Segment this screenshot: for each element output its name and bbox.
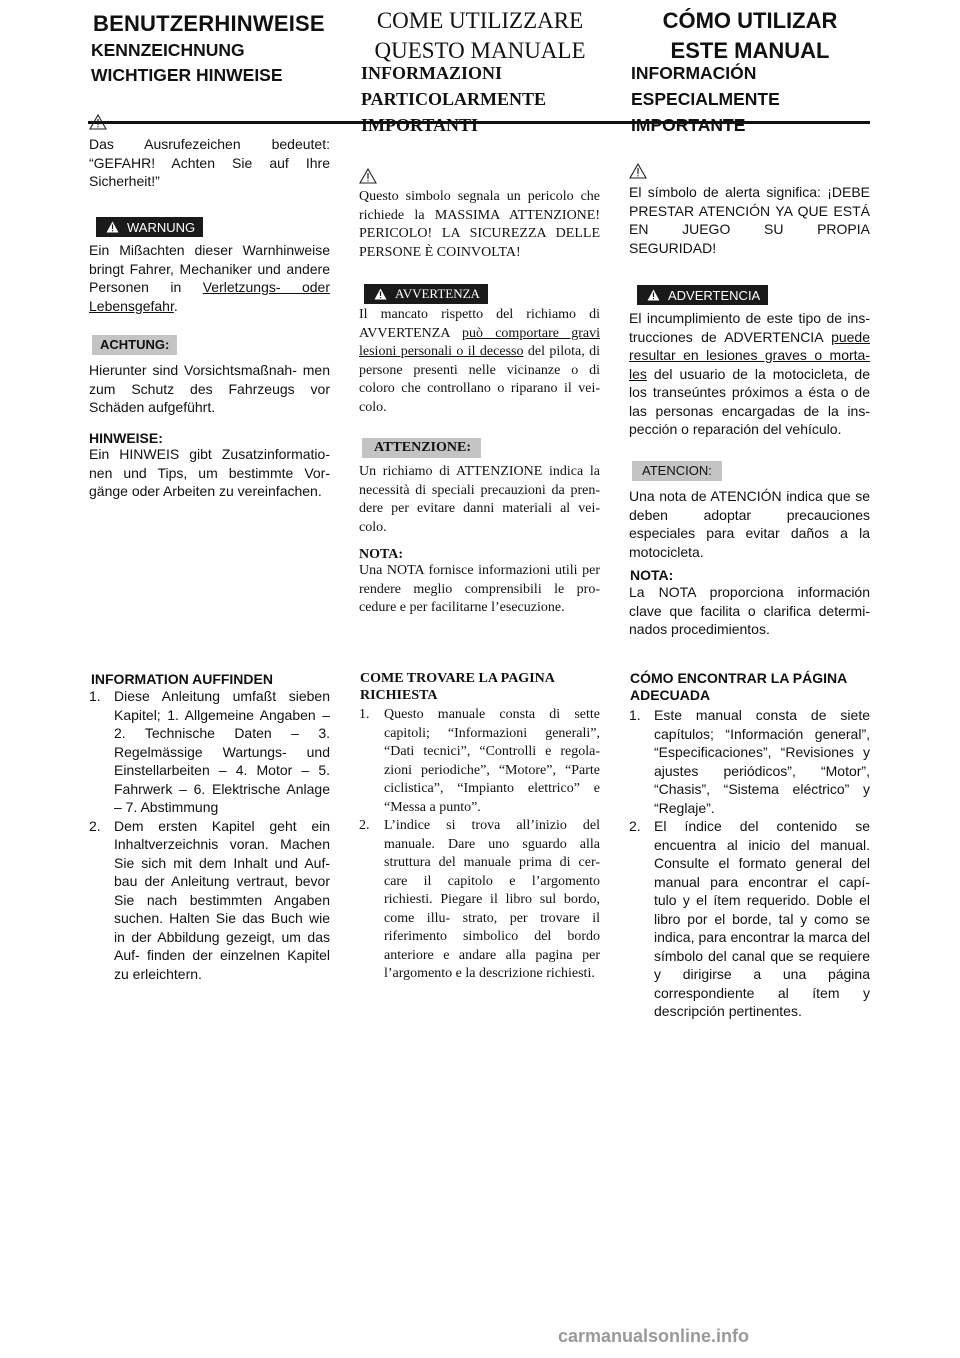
spanish-alert-text: El símbolo de alerta significa: ¡DEBE PRESTAR ATENCIÓN YA QUE ESTÁ EN JUEGO SU PROPIA SEGURIDAD! bbox=[629, 184, 870, 256]
italian-alert-text: Questo simbolo segnala un pericolo che richiede la MASSIMA ATTENZIONE! PERICOLO! LA SICUREZZA DELLE PERSONE È COINVOLTA! bbox=[359, 189, 600, 260]
list-item bbox=[89, 817, 330, 984]
alert-triangle-icon bbox=[89, 114, 107, 130]
alert-triangle-icon bbox=[359, 168, 377, 184]
italian-note-text: Una NOTA fornisce informazioni utili per rendere meglio comprensibili le pro- cedure e per facilitarne l’esecuzione. bbox=[359, 563, 600, 615]
spanish-note-text: La NOTA proporciona información clave que facilita o clarifica determi- nados procedimientos. bbox=[629, 584, 870, 637]
list-item-text: L’indice si trova all’inizio del manuale. Dare uno sguardo alla struttura del manuale prima di cer- care il capitolo e l’argomento richiesti. Piegare il libro sul bordo, come illu- strato, per trovare il riferimento simbolico del bordo anteriore e andare alla pagina per l’argomento e la descrizione richiesti. bbox=[384, 818, 600, 981]
spanish-warning-badge: ADVERTENCIA bbox=[637, 285, 768, 306]
italian-find-list bbox=[359, 706, 600, 984]
spanish-find-list bbox=[629, 706, 870, 1021]
spanish-warning-text: El incumplimiento de este tipo de ins- trucciones de ADVERTENCIA puede resultar en lesiones graves o morta- les del usuario de la motocicleta, de los transeúntes próximos a ésta o de las personas encargadas de la ins- pección o reparación del vehículo. bbox=[629, 310, 870, 437]
warning-triangle-icon bbox=[106, 221, 119, 233]
italian-warning-text: Il mancato rispetto del richiamo di AVVERTENZA può comportare gravi lesioni personali o il decesso del pilota, di persone presenti nelle vicinanze o di coloro che controllano o riparano il vei- colo. bbox=[359, 307, 600, 415]
list-item-text: Diese Anleitung umfaßt sieben Kapitel; 1. Allgemeine Angaben – 2. Technische Daten – 3. Regelmässige Wartungs- und Einstellarbeiten – 4. Motor – 5. Fahrwerk – 6. Elektrische Anlage – 7. Abstimmung bbox=[114, 688, 330, 815]
german-note-label: HINWEISE: bbox=[89, 430, 163, 446]
spanish-caution-badge: ATENCION: bbox=[632, 461, 722, 481]
german-caution-badge: ACHTUNG: bbox=[92, 335, 177, 355]
list-item bbox=[359, 817, 600, 984]
list-item bbox=[629, 706, 870, 817]
list-item bbox=[629, 817, 870, 1021]
list-item-text: Questo manuale consta di sette capitoli; “Informazioni generali”, “Dati tecnici”, “Controlli e regola- zioni periodiche”, “Motore”, “Parte ciclistica”, “Impianto elettrico” e “Messa a punto”. bbox=[384, 707, 600, 815]
italian-subtitle: INFORMAZIONI PARTICOLARMENTE IMPORTANTI bbox=[361, 63, 547, 135]
list-item-number: 1. bbox=[359, 707, 370, 722]
list-item-number: 1. bbox=[629, 707, 641, 723]
german-find-title: INFORMATION AUFFINDEN bbox=[91, 671, 273, 687]
italian-warning-badge: AVVERTENZA bbox=[364, 284, 488, 305]
list-item bbox=[89, 687, 330, 817]
list-item-number: 1. bbox=[89, 688, 101, 704]
spanish-find-title: CÓMO ENCONTRAR LA PÁGINA ADECUADA bbox=[630, 670, 848, 703]
german-subtitle: KENNZEICHNUNG WICHTIGER HINWEISE bbox=[91, 40, 283, 85]
italian-caution-text: Un richiamo di ATTENZIONE indica la necessità di speciali precauzioni da pren- dere per evitare danni materiali al vei- colo. bbox=[359, 464, 600, 535]
spanish-note-label: NOTA: bbox=[630, 567, 674, 583]
alert-triangle-icon bbox=[629, 163, 647, 179]
warning-triangle-icon bbox=[647, 289, 660, 301]
german-warning-text: Ein Mißachten dieser Warnhinweise bringt Fahrer, Mechaniker und andere Personen in Verletzungs- oder Lebensgefahr. bbox=[89, 242, 331, 314]
spanish-subtitle: INFORMACIÓN ESPECIALMENTE IMPORTANTE bbox=[631, 63, 780, 135]
german-alert-text: Das Ausrufezeichen bedeutet: “GEFAHR! Achten Sie auf Ihre Sicherheit!” bbox=[89, 136, 330, 189]
watermark-text: carmanualsonline.info bbox=[558, 1326, 750, 1346]
italian-note-label: NOTA: bbox=[359, 547, 404, 562]
german-caution-text: Hierunter sind Vorsichtsmaßnah- men zum Schutz des Fahrzeugs vor Schäden aufgeführt. bbox=[89, 362, 330, 415]
list-item-number: 2. bbox=[359, 818, 370, 833]
list-item-text: Este manual consta de siete capítulos; “Información general”, “Especificaciones”, “Revisiones y ajustes periódicos”, “Motor”, “Chasis”, “Sistema eléctrico” y “Reglaje”. bbox=[654, 707, 870, 816]
list-item-number: 2. bbox=[629, 818, 641, 834]
list-item-number: 2. bbox=[89, 817, 101, 834]
german-note-text: Ein HINWEIS gibt Zusatzinformatio- nen und Tips, um bestimmte Vor- gänge oder Arbeiten zu vereinfachen. bbox=[89, 446, 330, 499]
spanish-title: CÓMO UTILIZAR ESTE MANUAL bbox=[662, 8, 838, 63]
list-item bbox=[359, 706, 600, 817]
german-title: BENUTZERHINWEISE bbox=[93, 11, 325, 36]
list-item-text: El índice del contenido se encuentra al inicio del manual. Consulte el formato general del manual para encontrar el capí- tulo y el ítem requerido. Doble el libro por el borde, tal y como se indica, para encontrar la marca del símbolo del canal que se requiere y dirigirse a una página correspondiente al ítem y descripción pertinentes. bbox=[654, 818, 870, 1019]
german-warning-badge: WARNUNG bbox=[96, 217, 203, 238]
italian-caution-badge: ATTENZIONE: bbox=[362, 438, 481, 458]
spanish-caution-text: Una nota de ATENCIÓN indica que se deben adoptar precauciones especiales para evitar daños a la motocicleta. bbox=[629, 488, 870, 560]
german-find-list bbox=[89, 687, 330, 983]
list-item-text: Dem ersten Kapitel geht ein Inhaltverzeichnis voran. Machen Sie sich mit dem Inhalt und Auf- bau der Anleitung vertraut, bevor Sie nach bestimmten Angaben suchen. Halten Sie das Buch wie in der Abbildung gezeigt, um das Auf- finden der einzelnen Kapitel zu erleichtern. bbox=[114, 817, 330, 982]
warning-triangle-icon bbox=[374, 288, 387, 300]
italian-title: COME UTILIZZARE QUESTO MANUALE bbox=[374, 8, 586, 63]
italian-find-title: COME TROVARE LA PAGINA RICHIESTA bbox=[360, 671, 555, 703]
